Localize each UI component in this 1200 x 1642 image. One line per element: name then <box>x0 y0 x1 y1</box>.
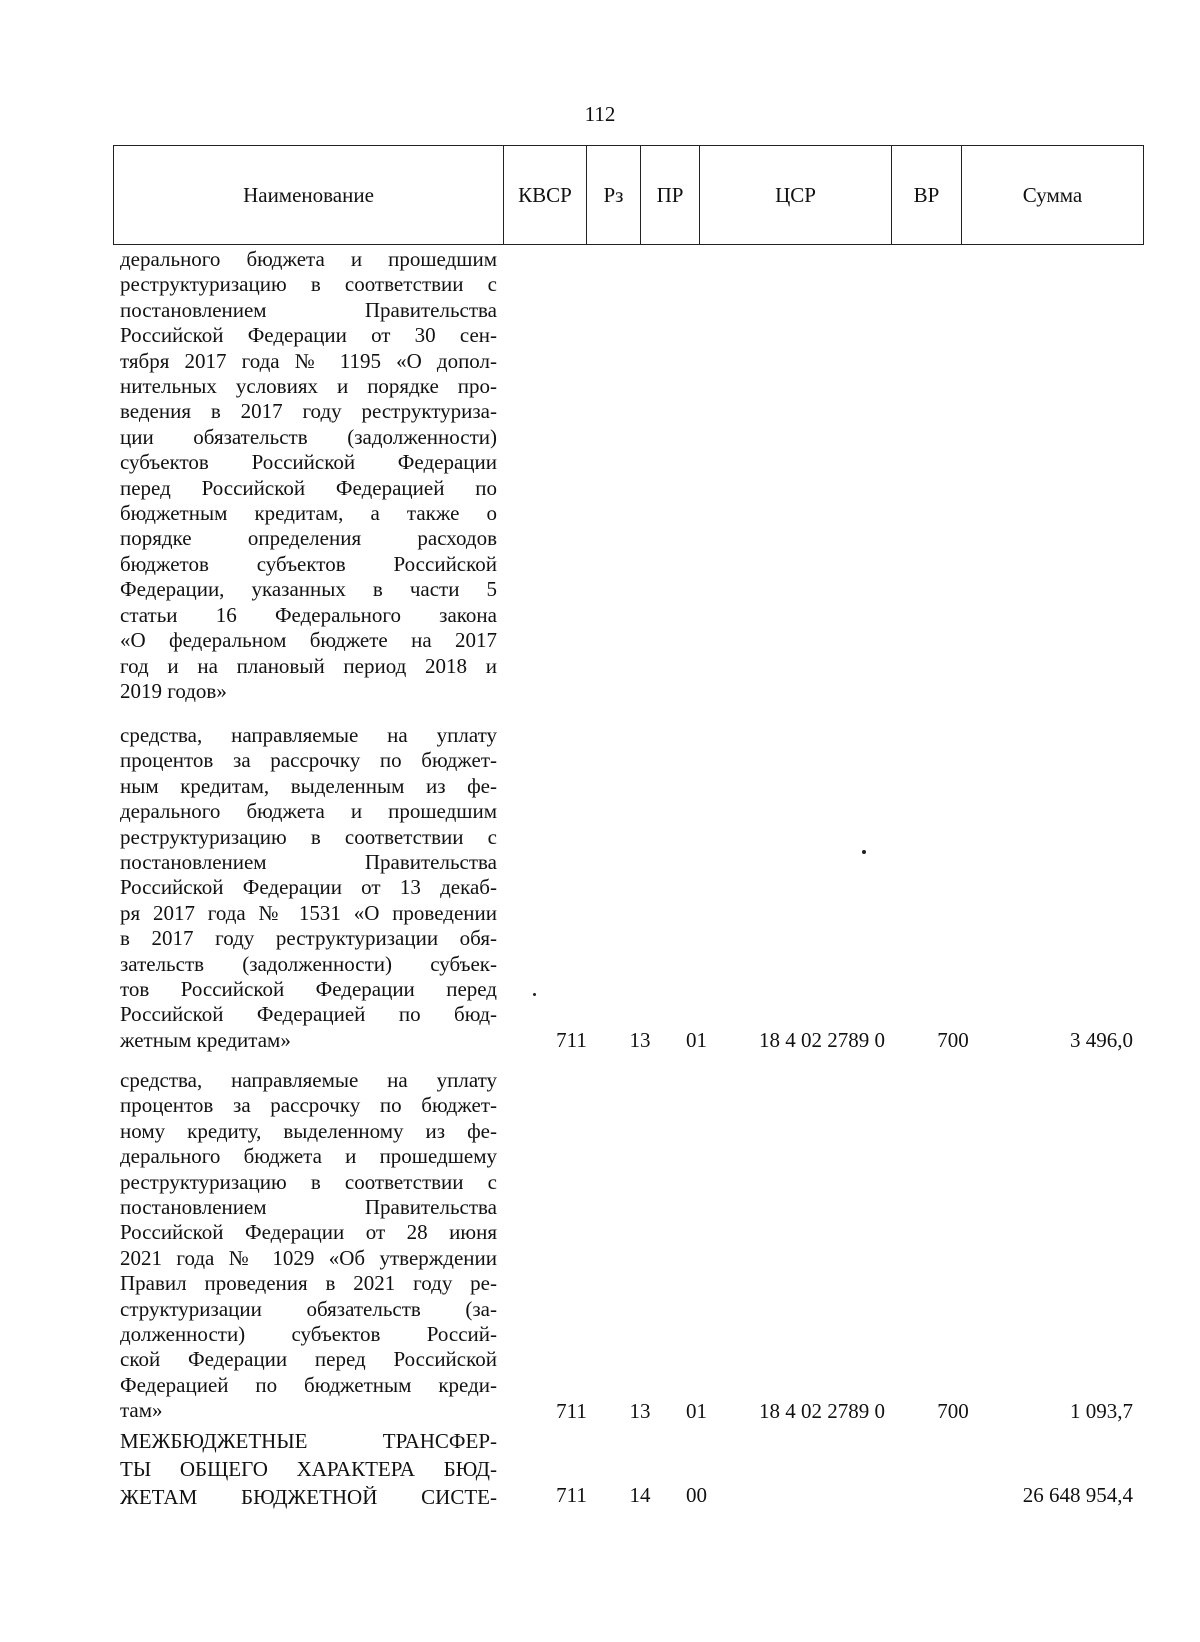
cell-kvsr: 711 <box>556 1483 587 1507</box>
row-line: МЕЖБЮДЖЕТНЫЕ ТРАНСФЕР- <box>120 1429 497 1453</box>
row-line: процентов за рассрочку по бюджет- <box>120 1093 497 1118</box>
table-row <box>120 1068 1144 1424</box>
row-line: тов Российской Федерации перед <box>120 977 497 1002</box>
row-description <box>120 723 497 1053</box>
row-line: средства, направляемые на уплату <box>120 1068 497 1092</box>
row-line: Российской Федерации от 13 декаб- <box>120 875 497 900</box>
row-line: дерального бюджета и прошедшему <box>120 1144 497 1169</box>
cell-csr: 18 4 02 2789 0 <box>759 1399 885 1423</box>
row-line: ЖЕТАМ БЮДЖЕТНОЙ СИСТЕ- <box>120 1485 497 1509</box>
table-header <box>113 145 1144 245</box>
cell-kvsr: 711 <box>556 1028 587 1052</box>
row-description <box>120 247 497 704</box>
page-number: 112 <box>584 102 616 126</box>
row-line: 2021 года № 1029 «Об утверждении <box>120 1245 497 1270</box>
row-line: реструктуризацию в соответствии с <box>120 824 497 849</box>
row-line: долженности) субъектов Россий- <box>120 1322 497 1347</box>
table-row <box>120 247 1144 704</box>
table-row <box>120 1427 1144 1511</box>
header-name: Наименование <box>114 146 504 244</box>
row-line: средства, направляемые на уплату <box>120 723 497 747</box>
header-rz: Рз <box>587 146 641 244</box>
row-line: нительных условиях и порядке про- <box>120 374 497 399</box>
row-line: перед Российской Федерацией по <box>120 475 497 500</box>
cell-pr: 00 <box>686 1483 707 1507</box>
cell-pr: 01 <box>686 1399 707 1423</box>
row-line: Российской Федерацией по бюд- <box>120 1002 497 1027</box>
header-sum: Сумма <box>1022 182 1083 207</box>
header-pr: ПР <box>641 146 700 244</box>
cell-rz: 13 <box>629 1399 651 1423</box>
row-line: бюджетным кредитам, а также о <box>120 501 497 526</box>
cell-rz: 13 <box>629 1028 651 1052</box>
row-line: ведения в 2017 году реструктуриза- <box>120 399 497 424</box>
row-line: постановлением Правительства <box>120 297 497 322</box>
row-line: год и на плановый период 2018 и <box>120 653 497 678</box>
cell-vr: 700 <box>937 1399 969 1423</box>
cell-sum: 1 093,7 <box>1070 1399 1133 1423</box>
header-csr: ЦСР <box>700 146 892 244</box>
row-line: порядке определения расходов <box>120 526 497 551</box>
row-line: ции обязательств (задолженности) <box>120 424 497 449</box>
cell-pr: 01 <box>686 1028 707 1052</box>
row-line: бюджетов субъектов Российской <box>120 551 497 576</box>
cell-sum: 3 496,0 <box>1070 1028 1133 1052</box>
row-line: постановлением Правительства <box>120 1195 497 1220</box>
row-line: зательств (задолженности) субъек- <box>120 951 497 976</box>
row-line: ской Федерации перед Российской <box>120 1347 497 1372</box>
row-line: Российской Федерации от 30 сен- <box>120 323 497 348</box>
header-vr: ВР <box>892 146 962 244</box>
scan-speck <box>862 850 866 854</box>
row-line: субъектов Российской Федерации <box>120 450 497 475</box>
row-line: ря 2017 года № 1531 «О проведении <box>120 900 497 925</box>
row-line: там» <box>120 1398 163 1423</box>
row-line: статьи 16 Федерального закона <box>120 602 497 627</box>
row-line: ным кредитам, выделенным из фе- <box>120 773 497 798</box>
row-line: Правил проведения в 2021 году ре- <box>120 1271 497 1296</box>
row-line: «О федеральном бюджете на 2017 <box>120 628 497 653</box>
row-line: структуризации обязательств (за- <box>120 1296 497 1321</box>
row-line: ному кредиту, выделенному из фе- <box>120 1118 497 1143</box>
header-kvsr: КВСР <box>504 146 587 244</box>
row-line: тября 2017 года № 1195 «О допол- <box>120 348 497 373</box>
row-line: Федерацией по бюджетным креди- <box>120 1372 497 1397</box>
row-line: Российской Федерации от 28 июня <box>120 1220 497 1245</box>
scan-speck <box>533 993 536 996</box>
row-line: Федерации, указанных в части 5 <box>120 577 497 602</box>
row-line: ТЫ ОБЩЕГО ХАРАКТЕРА БЮД- <box>120 1457 497 1481</box>
table-row <box>120 723 1144 1053</box>
row-line: 2019 годов» <box>120 678 227 703</box>
cell-vr: 700 <box>937 1028 969 1052</box>
row-line: реструктуризацию в соответствии с <box>120 1169 497 1194</box>
row-description <box>120 1068 497 1424</box>
row-line: процентов за рассрочку по бюджет- <box>120 748 497 773</box>
cell-rz: 14 <box>629 1483 651 1507</box>
row-line: реструктуризацию в соответствии с <box>120 272 497 297</box>
cell-kvsr: 711 <box>556 1399 587 1423</box>
row-line: дерального бюджета и прошедшим <box>120 799 497 824</box>
row-line: постановлением Правительства <box>120 850 497 875</box>
cell-sum: 26 648 954,4 <box>1022 1483 1133 1507</box>
row-line: жетным кредитам» <box>120 1027 291 1052</box>
row-description <box>120 1427 497 1511</box>
row-line: дерального бюджета и прошедшим <box>120 247 497 271</box>
cell-csr: 18 4 02 2789 0 <box>759 1028 885 1052</box>
row-line: в 2017 году реструктуризации обя- <box>120 926 497 951</box>
